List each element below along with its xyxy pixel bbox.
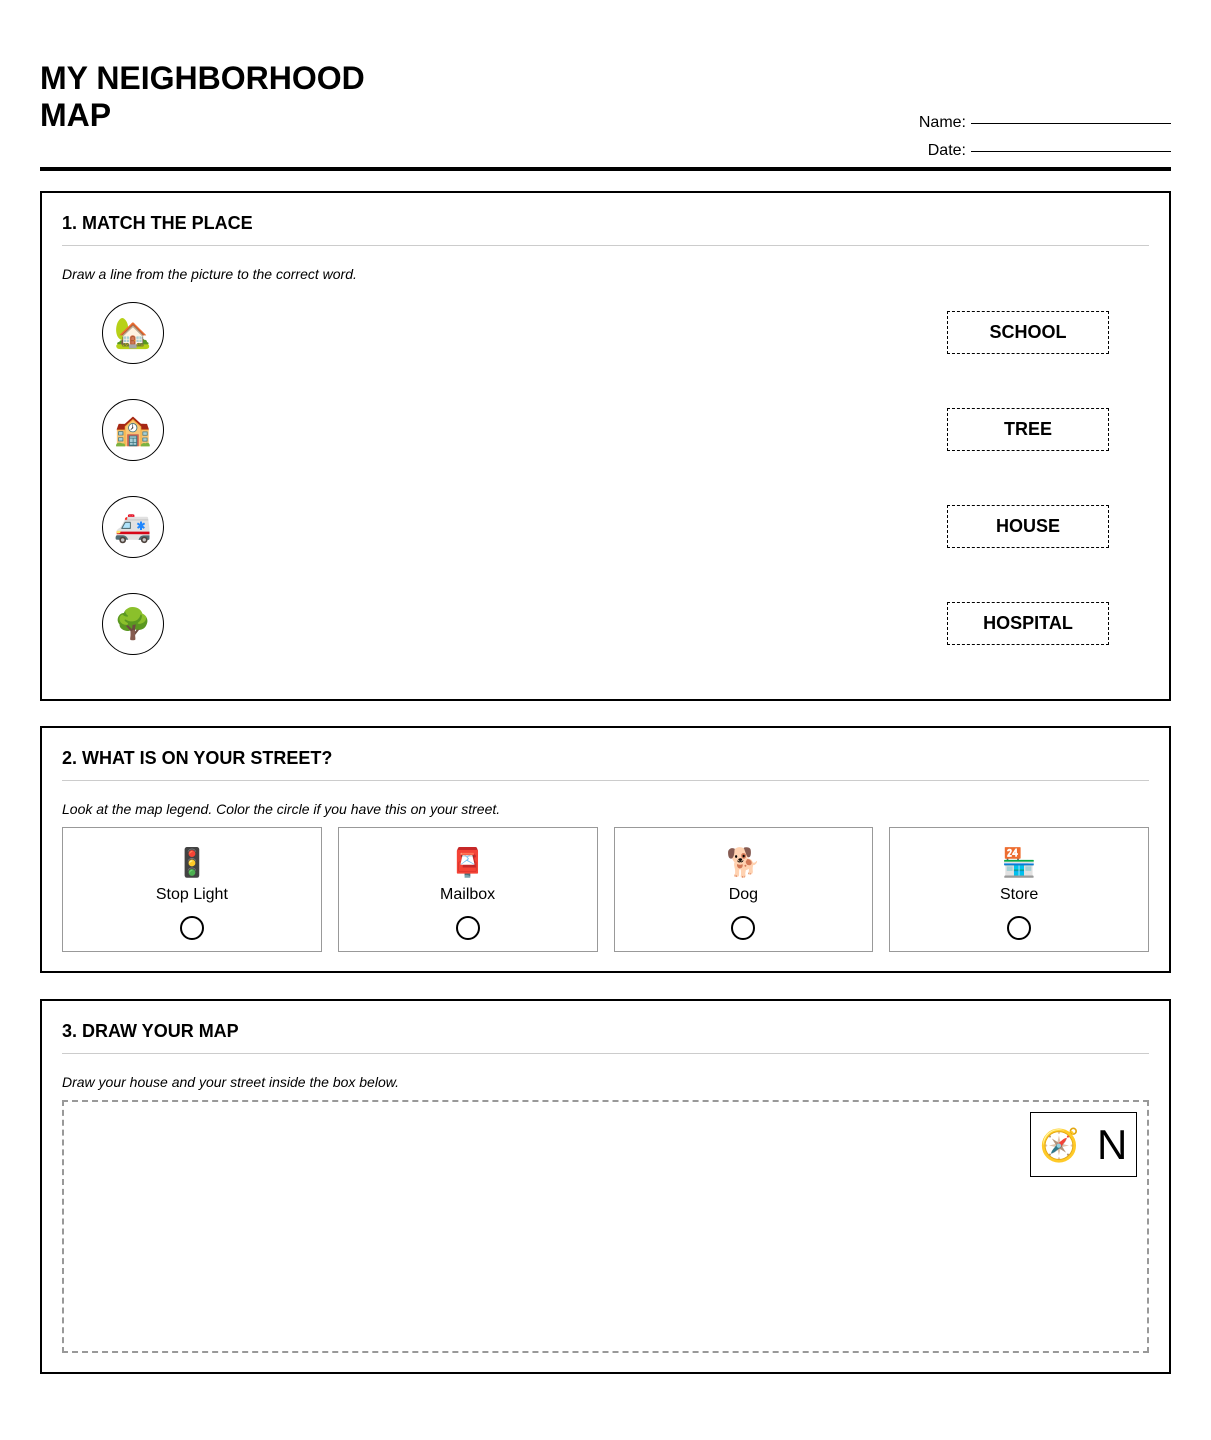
drawing-area[interactable] [62,1100,1149,1353]
name-label: Name: [918,114,966,131]
section-match-the-place [40,191,1171,701]
ambulance-icon: 🚑 [102,496,164,558]
color-circle[interactable] [731,916,755,940]
legend-label: Dog [728,886,759,903]
word-box: TREE [947,408,1109,451]
color-circle[interactable] [180,916,204,940]
color-circle[interactable] [456,916,480,940]
legend-card-store [889,827,1149,952]
name-field[interactable] [919,109,1171,137]
house-icon: 🏡 [102,302,164,364]
legend-card-stop-light [62,827,322,952]
word-box: HOSPITAL [947,602,1109,645]
school-icon: 🏫 [102,399,164,461]
section-title: 2. WHAT IS ON YOUR STREET? [62,748,1149,781]
section-instruction: Draw a line from the picture to the correct word. [62,266,357,282]
legend-label: Mailbox [440,886,496,903]
tree-icon: 🌳 [102,593,164,655]
date-field[interactable] [919,137,1171,165]
worksheet-header [40,60,1171,171]
match-row [42,496,1169,558]
legend-card-dog [614,827,874,952]
section-title: 3. DRAW YOUR MAP [62,1021,1149,1054]
match-row [42,593,1169,655]
legend-label: Store [1000,886,1039,903]
compass-icon: 🧭 [1039,1126,1080,1163]
legend-label: Stop Light [155,886,228,903]
page-title: MY NEIGHBORHOOD MAP [40,60,365,133]
word-box: HOUSE [947,505,1109,548]
match-row [42,302,1169,364]
word-box: SCHOOL [947,311,1109,354]
section-instruction: Look at the map legend. Color the circle if you have this on your street. [62,801,501,817]
date-label: Date: [927,142,966,159]
mailbox-icon: 📮 [450,847,486,878]
traffic-light-icon: 🚦 [174,847,210,878]
section-instruction: Draw your house and your street inside the box below. [62,1074,399,1090]
section-draw-your-map [40,999,1171,1374]
legend-card-mailbox [338,827,598,952]
section-title: 1. MATCH THE PLACE [62,213,1149,246]
compass-rose [1030,1112,1137,1177]
section-what-is-on-your-street [40,726,1171,973]
dog-icon: 🐕 [725,847,761,878]
store-icon: 🏪 [1001,847,1037,878]
north-label: N [1096,1120,1128,1168]
color-circle[interactable] [1007,916,1031,940]
match-row [42,399,1169,461]
